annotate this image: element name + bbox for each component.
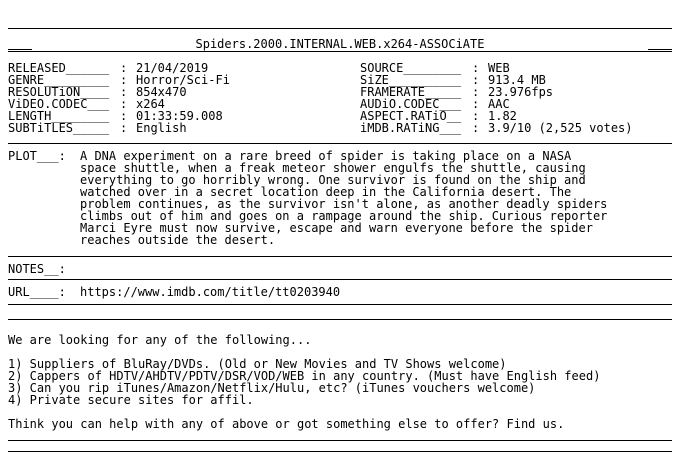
top-rule xyxy=(8,28,672,29)
info-subtitles: SUBTiTLES_____ : English xyxy=(8,121,187,135)
info-value: 854x470 xyxy=(136,85,187,99)
info-label: ViDEO.CODEC___ xyxy=(8,97,110,111)
plot-line: climbs out of him and goes on a rampage around the ship. Curious reporter xyxy=(80,209,608,223)
imdb-url: https://www.imdb.com/title/tt0203940 xyxy=(80,285,341,299)
footer-list xyxy=(8,358,672,406)
url-rule xyxy=(8,304,672,305)
bottom-rule xyxy=(8,451,672,452)
info-aspect-ratio: ASPECT.RATiO__ : 1.82 xyxy=(360,109,517,123)
title-right-dash xyxy=(648,38,672,50)
info-size: SiZE__________ : 913.4 MB xyxy=(360,73,546,87)
info-genre: GENRE_________ : Horror/Sci-Fi xyxy=(8,73,230,87)
plot-line: Marci Eyre must now survive, escape and warn everyone before the spider xyxy=(80,221,593,235)
release-title-line xyxy=(8,38,672,50)
footer-list-item: 3) Can you rip iTunes/Amazon/Netflix/Hulu, etc? (iTunes vouchers welcome) xyxy=(8,381,536,395)
info-value: WEB xyxy=(488,61,510,75)
url-section xyxy=(8,286,672,298)
info-value: English xyxy=(136,121,187,135)
plot-label: PLOT___: xyxy=(8,149,66,163)
info-label: GENRE_________ xyxy=(8,73,110,87)
plot-section xyxy=(8,150,672,246)
notes-section xyxy=(8,263,672,275)
section-rule xyxy=(8,319,672,320)
info-label: RESOLUTiON____ xyxy=(8,85,110,99)
info-video-codec: ViDEO.CODEC___ : x264 xyxy=(8,97,165,111)
url-label: URL____: xyxy=(8,285,66,299)
info-audio-codec: AUDiO.CODEC___ : AAC xyxy=(360,97,510,111)
release-title: Spiders.2000.INTERNAL.WEB.x264-ASSOCiATE xyxy=(195,37,485,51)
info-value: 23.976fps xyxy=(488,85,554,99)
footer-rule xyxy=(8,440,672,441)
info-rule xyxy=(8,143,672,144)
plot-line: space shuttle, when a freak meteor shower engulfs the shuttle, causing xyxy=(80,161,586,175)
info-length: LENGTH________ : 01:33:59.008 xyxy=(8,109,223,123)
info-value: x264 xyxy=(136,97,165,111)
title-rule xyxy=(8,51,672,52)
info-value: 21/04/2019 xyxy=(136,61,209,75)
info-value: AAC xyxy=(488,97,510,111)
info-value: 1.82 xyxy=(488,109,517,123)
info-resolution: RESOLUTiON____ : 854x470 xyxy=(8,85,187,99)
plot-text xyxy=(80,150,672,246)
plot-line: A DNA experiment on a rare breed of spider is taking place on a NASA xyxy=(80,149,572,163)
info-value: Horror/Sci-Fi xyxy=(136,73,230,87)
info-framerate: FRAMERATE_____ : 23.976fps xyxy=(360,85,554,99)
plot-line: problem continues, as the survivor isn't alone, as another deadly spiders xyxy=(80,197,608,211)
notes-label: NOTES__: xyxy=(8,262,66,276)
plot-line: everything to go horribly wrong. One survivor is found on the ship and xyxy=(80,173,586,187)
info-grid xyxy=(8,62,672,134)
info-imdb-rating: iMDB.RATiNG___ : 3.9/10 (2,525 votes) xyxy=(360,121,633,135)
info-column-left xyxy=(8,62,360,134)
info-label: ASPECT.RATiO__ xyxy=(360,109,462,123)
footer-list-item: 2) Cappers of HDTV/AHDTV/PDTV/DSR/VOD/WEB in any country. (Must have English feed) xyxy=(8,369,601,383)
notes-value xyxy=(80,263,672,275)
footer-list-item: 4) Private secure sites for affil. xyxy=(8,393,254,407)
footer-list-item: 1) Suppliers of BluRay/DVDs. (Old or New Movies and TV Shows welcome) xyxy=(8,357,507,371)
info-column-right xyxy=(360,62,672,134)
info-value: 01:33:59.008 xyxy=(136,109,223,123)
info-value: 3.9/10 (2,525 votes) xyxy=(488,121,633,135)
info-label: iMDB.RATiNG___ xyxy=(360,121,462,135)
info-label: SiZE__________ xyxy=(360,73,462,87)
plot-line: watched over in a secret location deep in the California desert. The xyxy=(80,185,572,199)
info-label: LENGTH________ xyxy=(8,109,110,123)
info-label: RELEASED______ xyxy=(8,61,110,75)
nfo-document xyxy=(8,28,672,452)
plot-rule xyxy=(8,256,672,257)
info-source: SOURCE________ : WEB xyxy=(360,61,510,75)
notes-rule xyxy=(8,279,672,280)
info-label: SOURCE________ xyxy=(360,61,462,75)
info-value: 913.4 MB xyxy=(488,73,546,87)
info-released: RELEASED______ : 21/04/2019 xyxy=(8,61,209,75)
info-label: AUDiO.CODEC___ xyxy=(360,97,462,111)
plot-line: reaches outside the desert. xyxy=(80,233,276,247)
footer-closing: Think you can help with any of above or got something else to offer? Find us. xyxy=(8,417,565,431)
footer-intro: We are looking for any of the following... xyxy=(8,333,312,347)
info-label: FRAMERATE_____ xyxy=(360,85,462,99)
info-label: SUBTiTLES_____ xyxy=(8,121,110,135)
